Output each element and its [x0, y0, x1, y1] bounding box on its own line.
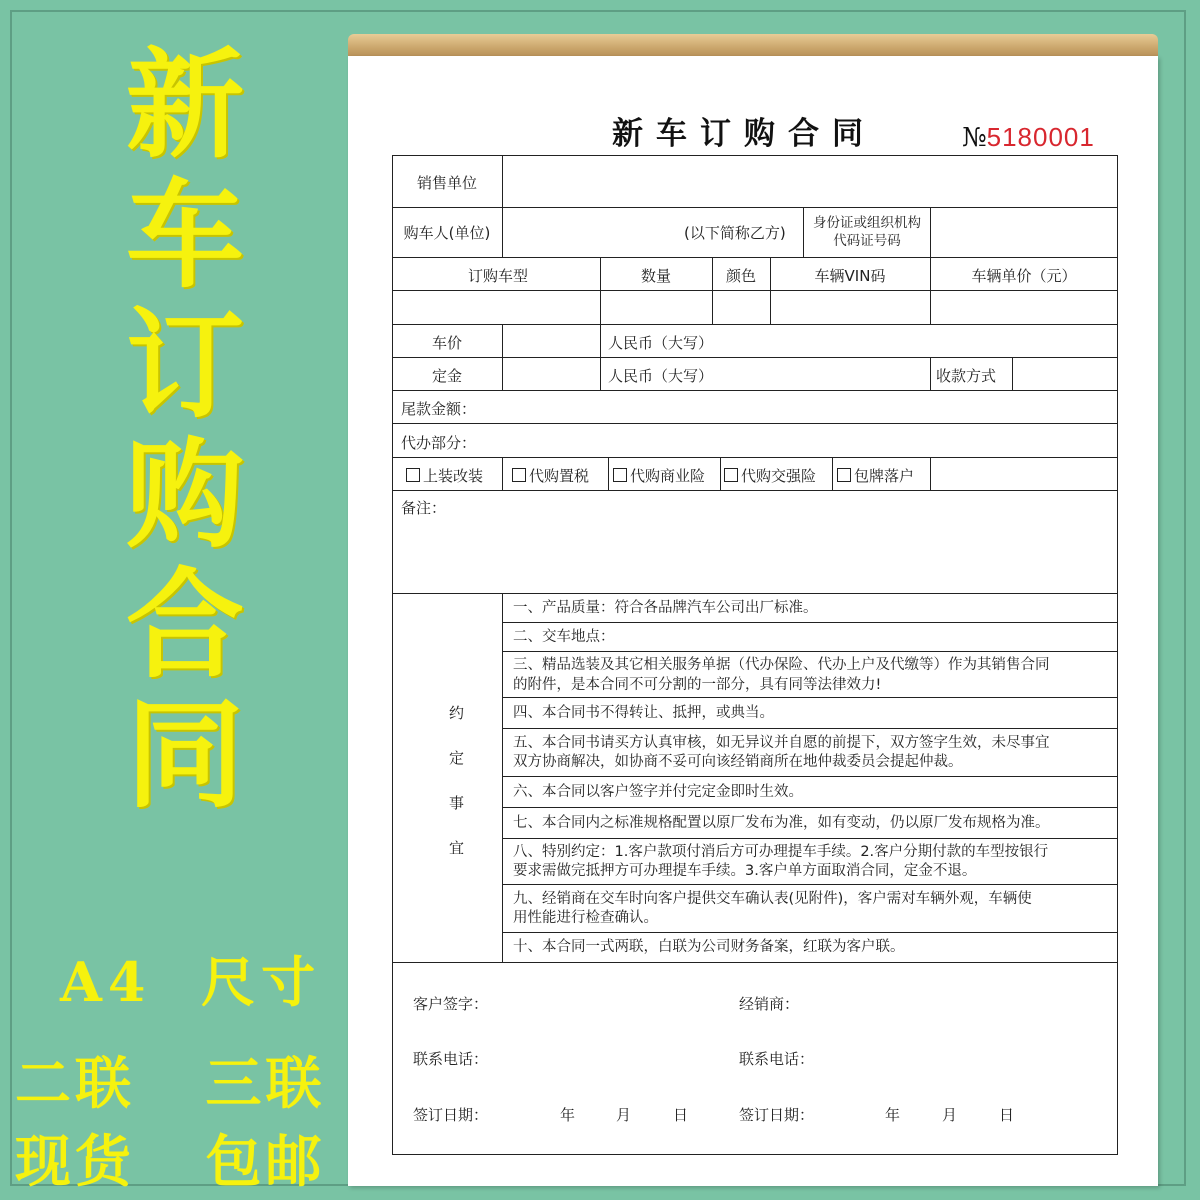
terms-label-char: 约: [449, 704, 465, 722]
option-commercial-insurance[interactable]: 代购商业险: [613, 465, 705, 486]
checkbox[interactable]: [837, 468, 851, 482]
col-divider: [930, 457, 931, 490]
term-divider: [502, 728, 1118, 729]
col-divider: [1012, 357, 1013, 390]
row-divider: [392, 290, 1118, 291]
term-divider: [502, 807, 1118, 808]
col-divider: [930, 357, 931, 390]
term-9-line2: 用性能进行检查确认。: [513, 910, 658, 926]
serial-number: [962, 122, 1095, 153]
term-2: 二、交车地点：: [513, 629, 615, 645]
checkbox[interactable]: [406, 468, 420, 482]
promo-stock-label: 现货 包邮: [15, 1129, 326, 1195]
row-divider: [392, 207, 1118, 208]
term-3-line2: 的附件，是本合同不可分割的一部分，具有同等法律效力!: [513, 677, 882, 693]
row-divider: [392, 324, 1118, 325]
col-divider: [803, 207, 804, 257]
document-title: 新车订购合同: [612, 116, 876, 152]
row-divider: [392, 357, 1118, 358]
serial-value: 5180001: [986, 122, 1095, 152]
row-divider: [392, 257, 1118, 258]
day-label-left: 日: [673, 1106, 689, 1124]
promo-size-label: A4 尺寸: [60, 950, 322, 1014]
terms-label-char: 定: [449, 749, 465, 767]
pad-binding: [348, 34, 1158, 58]
promo-title-char: 车: [125, 165, 244, 304]
terms-label-char: 事: [449, 794, 465, 812]
option-registration[interactable]: 包牌落户: [837, 465, 914, 486]
car-price-label: 车价: [431, 334, 463, 352]
seller-label: 销售单位: [416, 174, 478, 192]
checkbox[interactable]: [613, 468, 627, 482]
promo-title-char: 合: [125, 555, 244, 694]
term-9-line1: 九、经销商在交车时向客户提供交车确认表(见附件)，客户需对车辆外观，车辆使: [513, 891, 1032, 907]
remarks-label: 备注：: [401, 499, 447, 517]
col-unit-price-header: 车辆单价（元）: [971, 267, 1077, 285]
promo-title-char: 同: [125, 685, 244, 824]
row-divider: [392, 457, 1118, 458]
term-1: 一、产品质量：符合各品牌汽车公司出厂标准。: [513, 600, 818, 616]
col-model-header: 订购车型: [467, 267, 529, 285]
promo-title-char: 订: [125, 295, 244, 434]
option-compulsory-insurance[interactable]: 代购交强险: [724, 465, 816, 486]
terms-label-char: 宜: [449, 839, 465, 857]
term-5-line2: 双方协商解决，如协商不妥可向该经销商所在地仲裁委员会提起仲裁。: [513, 754, 963, 770]
phone-label-right: 联系电话：: [739, 1050, 815, 1068]
serial-prefix: №: [962, 123, 987, 153]
date-label-left: 签订日期：: [413, 1106, 489, 1124]
term-6: 六、本合同以客户签字并付完定金即时生效。: [513, 784, 803, 800]
col-divider: [502, 457, 503, 490]
term-divider: [502, 622, 1118, 623]
id-label-line2: 代码证号码: [833, 233, 901, 249]
promo-title: [70, 35, 300, 824]
col-divider: [502, 324, 503, 390]
checkbox[interactable]: [512, 468, 526, 482]
checkbox[interactable]: [724, 468, 738, 482]
term-divider: [502, 838, 1118, 839]
col-divider: [770, 257, 771, 324]
term-divider: [502, 697, 1118, 698]
col-divider: [502, 593, 503, 962]
term-divider: [502, 932, 1118, 933]
year-label-right: 年: [885, 1106, 901, 1124]
term-divider: [502, 884, 1118, 885]
row-divider: [392, 490, 1118, 491]
dealer-label: 经销商：: [739, 995, 800, 1013]
deposit-label: 定金: [431, 367, 463, 385]
col-divider: [720, 457, 721, 490]
col-vin-header: 车辆VIN码: [814, 267, 886, 285]
id-label-line1: 身份证或组织机构: [813, 215, 921, 231]
term-3-line1: 三、精品选装及其它相关服务单据（代办保险、代办上户及代缴等）作为其销售合同: [513, 657, 1050, 673]
row-divider: [392, 593, 1118, 594]
month-label-left: 月: [616, 1106, 632, 1124]
term-4: 四、本合同书不得转让、抵押，或典当。: [513, 705, 774, 721]
col-divider: [600, 257, 601, 390]
month-label-right: 月: [942, 1106, 958, 1124]
buyer-alias-label: (以下简称乙方): [684, 224, 786, 242]
col-divider: [502, 155, 503, 257]
customer-sign-label: 客户签字：: [413, 995, 489, 1013]
option-purchase-tax[interactable]: 代购置税: [512, 465, 589, 486]
col-divider: [712, 257, 713, 324]
promo-copies-label: 二联 三联: [15, 1051, 326, 1117]
day-label-right: 日: [999, 1106, 1015, 1124]
promo-title-char: 新: [125, 35, 244, 174]
buyer-label: 购车人(单位): [403, 224, 491, 242]
col-divider: [930, 207, 931, 324]
promo-title-char: 购: [125, 425, 244, 564]
date-label-right: 签订日期：: [739, 1106, 815, 1124]
car-price-rmb-label: 人民币（大写）: [608, 334, 714, 352]
agency-label: 代办部分：: [401, 434, 477, 452]
row-divider: [392, 962, 1118, 963]
deposit-rmb-label: 人民币（大写）: [608, 367, 714, 385]
col-divider: [832, 457, 833, 490]
term-8-line1: 八、特别约定：1.客户款项付消后方可办理提车手续。2.客户分期付款的车型按银行: [513, 844, 1049, 860]
term-divider: [502, 776, 1118, 777]
balance-label: 尾款金额：: [401, 400, 477, 418]
term-10: 十、本合同一式两联，白联为公司财务备案，红联为客户联。: [513, 939, 905, 955]
term-8-line2: 要求需做完抵押方可办理提车手续。3.客户单方面取消合同，定金不退。: [513, 863, 977, 879]
payment-method-label: 收款方式: [936, 367, 997, 385]
term-7: 七、本合同内之标准规格配置以原厂发布为准，如有变动，仍以原厂发布规格为准。: [513, 815, 1050, 831]
row-divider: [392, 423, 1118, 424]
col-color-header: 颜色: [725, 267, 757, 285]
row-divider: [392, 390, 1118, 391]
year-label-left: 年: [560, 1106, 576, 1124]
option-modification[interactable]: 上装改装: [406, 465, 483, 486]
col-quantity-header: 数量: [640, 267, 672, 285]
term-5-line1: 五、本合同书请买方认真审核，如无异议并自愿的前提下，双方签字生效，未尽事宜: [513, 735, 1050, 751]
term-divider: [502, 651, 1118, 652]
phone-label-left: 联系电话：: [413, 1050, 489, 1068]
col-divider: [608, 457, 609, 490]
